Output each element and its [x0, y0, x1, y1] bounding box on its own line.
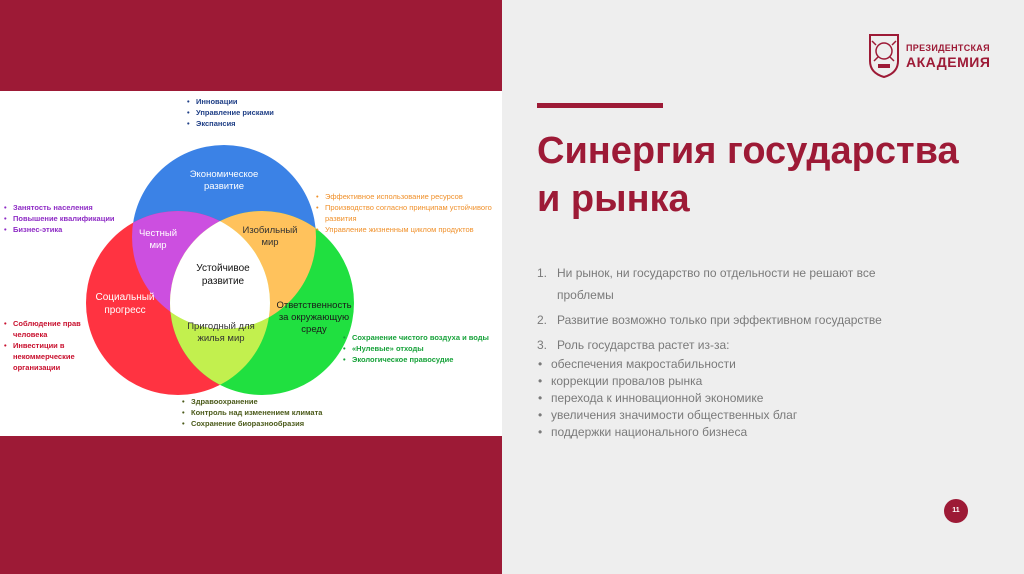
numbered-point: 1. Ни рынок, ни государство по отдельности не решают все проблемы: [537, 266, 876, 302]
economic-annotations: [187, 96, 357, 129]
logo-line1: ПРЕЗИДЕНТСКАЯ: [906, 43, 990, 53]
social-label-line2: прогресс: [104, 305, 146, 316]
social-annotation-item: • Инвестиции в некоммерческие организации: [4, 340, 90, 373]
economic-annotation-item: • Управление рисками: [187, 107, 357, 118]
page-number-badge: 11: [944, 499, 968, 523]
economic-label-line2: развитие: [203, 181, 245, 192]
fair-world-label-line1: Честный: [138, 228, 178, 239]
livable-annotation-item: • Здравоохранение: [182, 396, 372, 407]
abundant-world-label-line2: мир: [261, 237, 279, 248]
academy-emblem-icon: [864, 31, 904, 79]
social-label-line1: Социальный: [95, 292, 155, 303]
abundant-annotation-item: • Управление жизненным циклом продуктов: [316, 224, 498, 235]
livable-world-label-line1: Пригодный для: [187, 321, 255, 332]
environment-annotation-item: • Сохранение чистого воздуха и воды: [343, 332, 493, 343]
economic-label-line1: Экономическое: [189, 169, 259, 180]
fair-annotation-item: • Повышение квалификации: [4, 213, 134, 224]
title-accent-bar: [537, 103, 663, 108]
livable-annotations: [182, 396, 372, 429]
environment-annotation-item: • Экологическое правосудие: [343, 354, 493, 365]
abundant-annotation-item: • Производство согласно принципам устойчивого развития: [316, 202, 498, 224]
numbered-point: 2. Развитие возможно только при эффективном государстве: [537, 313, 882, 327]
fair-annotations: [4, 202, 134, 235]
livable-world-label-line2: жилья мир: [197, 333, 245, 344]
abundant-annotations: [316, 191, 498, 235]
environment-annotations: [343, 332, 493, 365]
key-points: [537, 262, 917, 441]
environment-label-line2: за окружающую: [278, 312, 350, 323]
abundant-world-label-line1: Изобильный: [242, 225, 298, 236]
livable-annotation-item: • Сохранение биоразнообразия: [182, 418, 372, 429]
social-annotation-item: • Соблюдение прав человека: [4, 318, 90, 340]
economic-annotation-item: • Инновации: [187, 96, 357, 107]
abundant-annotation-item: • Эффективное использование ресурсов: [316, 191, 498, 202]
venn-diagram: [0, 91, 502, 436]
bullet-point: • коррекции провалов рынка: [538, 374, 703, 388]
environment-label-line1: Ответственность: [276, 300, 352, 311]
sustainable-label-line2: развитие: [201, 276, 245, 287]
bullet-point: • увеличения значимости общественных благ: [538, 408, 798, 422]
venn-diagram-figure: [0, 91, 502, 436]
environment-label-line3: среду: [301, 324, 327, 335]
bullet-point: • обеспечения макростабильности: [538, 357, 736, 371]
numbered-point: 3. Роль государства растет из-за:: [537, 338, 730, 352]
bullet-point: • перехода к инновационной экономике: [538, 391, 764, 405]
sustainable-label-line1: Устойчивое: [196, 263, 250, 274]
slide-title-line1: Синергия государства: [537, 130, 959, 172]
livable-annotation-item: • Контроль над изменением климата: [182, 407, 372, 418]
slide-title-line2: и рынка: [537, 178, 690, 220]
fair-annotation-item: • Занятость населения: [4, 202, 134, 213]
fair-annotation-item: • Бизнес-этика: [4, 224, 134, 235]
slide-title: [537, 127, 1017, 223]
logo-line2: АКАДЕМИЯ: [906, 54, 991, 70]
environment-annotation-item: • «Нулевые» отходы: [343, 343, 493, 354]
bullet-point: • поддержки национального бизнеса: [538, 425, 748, 439]
social-annotations: [4, 318, 90, 373]
fair-world-label-line2: мир: [149, 240, 167, 251]
academy-logo-text: [906, 44, 990, 69]
economic-annotation-item: • Экспансия: [187, 118, 357, 129]
